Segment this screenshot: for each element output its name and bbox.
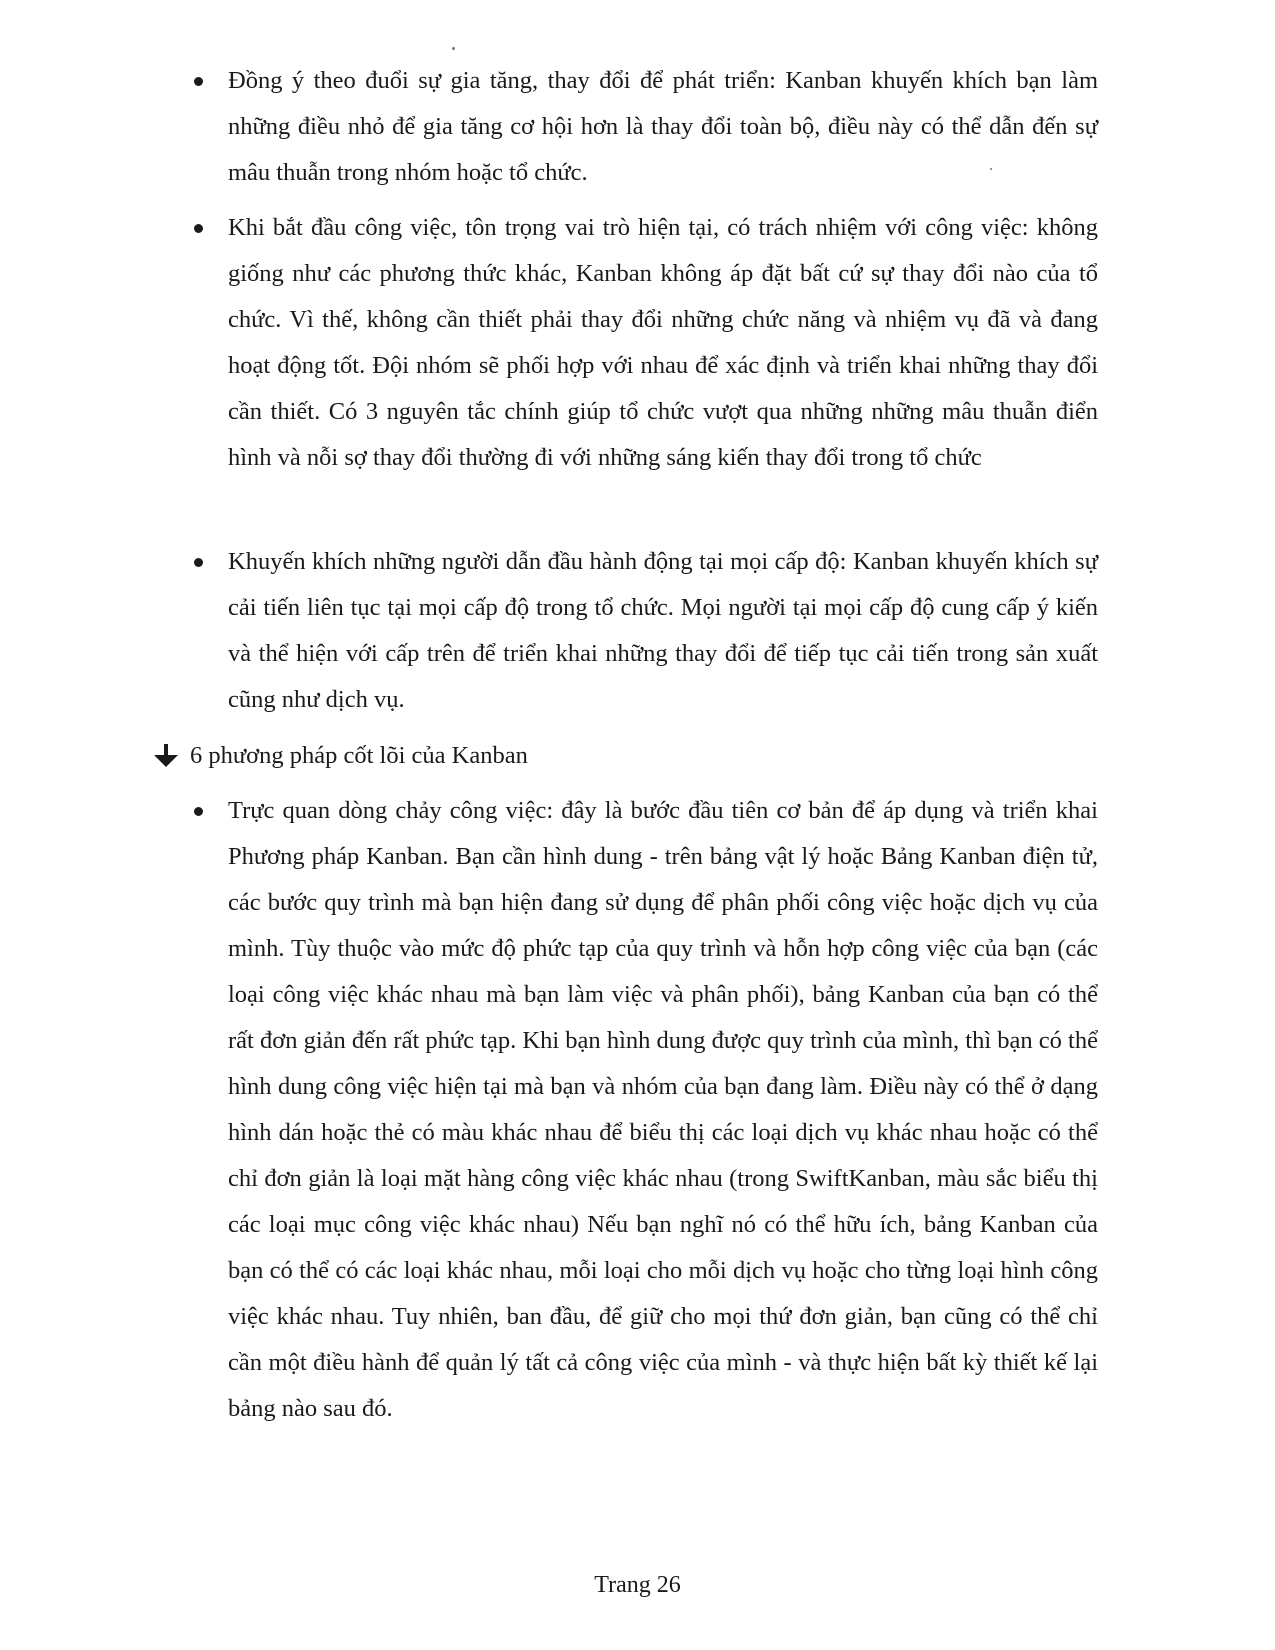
bullet-item-respect-roles bbox=[228, 205, 1098, 481]
bullet-text: Trực quan dòng chảy công việc: đây là bước đầu tiên cơ bản để áp dụng và triển khai Phương pháp Kanban. Bạn cần hình dung - trên bảng vật lý hoặc Bảng Kanban điện tử, các bước quy trình mà bạn hiện đang sử dụng để phân phối công việc hoặc dịch vụ của mình. Tùy thuộc vào mức độ phức tạp của quy trình và hỗn hợp công việc của bạn (các loại công việc khác nhau mà bạn làm việc và phân phối), bảng Kanban của bạn có thể rất đơn giản đến rất phức tạp. Khi bạn hình dung được quy trình của mình, thì bạn có thể hình dung công việc hiện tại mà bạn và nhóm của bạn đang làm. Điều này có thể ở dạng hình dán hoặc thẻ có màu khác nhau để biểu thị các loại dịch vụ khác nhau hoặc có thể chỉ đơn giản là loại mặt hàng công việc khác nhau (trong SwiftKanban, màu sắc biểu thị các loại mục công việc khác nhau) Nếu bạn nghĩ nó có thể hữu ích, bảng Kanban của bạn có thể có các loại khác nhau, mỗi loại cho mỗi dịch vụ hoặc cho từng loại hình công việc khác nhau. Tuy nhiên, ban đầu, để giữ cho mọi thứ đơn giản, bạn cũng có thể chỉ cần một điều hành để quản lý tất cả công việc của mình - và thực hiện bất kỳ thiết kế lại bảng nào sau đó. bbox=[228, 797, 1098, 1422]
bullet-item-visualize-workflow bbox=[228, 788, 1098, 1432]
down-arrow-icon bbox=[152, 744, 180, 768]
bullet-item-incremental-change bbox=[228, 58, 1098, 196]
section-heading-text: 6 phương pháp cốt lõi của Kanban bbox=[190, 742, 528, 769]
bullet-text: Khi bắt đầu công việc, tôn trọng vai trò hiện tại, có trách nhiệm với công việc: không giống như các phương thức khác, Kanban không áp đặt bất cứ sự thay đổi nào của tổ chức. Vì thế, không cần thiết phải thay đổi những chức năng và nhiệm vụ đã và đang hoạt động tốt. Đội nhóm sẽ phối hợp với nhau để xác định và triển khai những thay đổi cần thiết. Có 3 nguyên tắc chính giúp tổ chức vượt qua những những mâu thuẫn điển hình và nỗi sợ thay đổi thường đi với những sáng kiến thay đổi trong tổ chức bbox=[228, 214, 1098, 471]
bullet-icon bbox=[194, 558, 203, 567]
bullet-text: Khuyến khích những người dẫn đầu hành động tại mọi cấp độ: Kanban khuyến khích sự cải tiến liên tục tại mọi cấp độ trong tổ chức. Mọi người tại mọi cấp độ cung cấp ý kiến và thể hiện với cấp trên để triển khai những thay đổi để tiếp tục cải tiến trong sản xuất cũng như dịch vụ. bbox=[228, 548, 1098, 713]
bullet-item-leadership bbox=[228, 539, 1098, 723]
bullet-text: Đồng ý theo đuổi sự gia tăng, thay đổi để phát triển: Kanban khuyến khích bạn làm những điều nhỏ để gia tăng cơ hội hơn là thay đổi toàn bộ, điều này có thể dẫn đến sự mâu thuẫn trong nhóm hoặc tổ chức. bbox=[228, 67, 1098, 186]
bullet-icon bbox=[194, 224, 203, 233]
page-number: Trang 26 bbox=[594, 1572, 681, 1598]
bullet-icon bbox=[194, 77, 203, 86]
bullet-icon bbox=[194, 807, 203, 816]
scan-speck bbox=[452, 47, 455, 50]
page-footer bbox=[0, 1572, 1275, 1599]
